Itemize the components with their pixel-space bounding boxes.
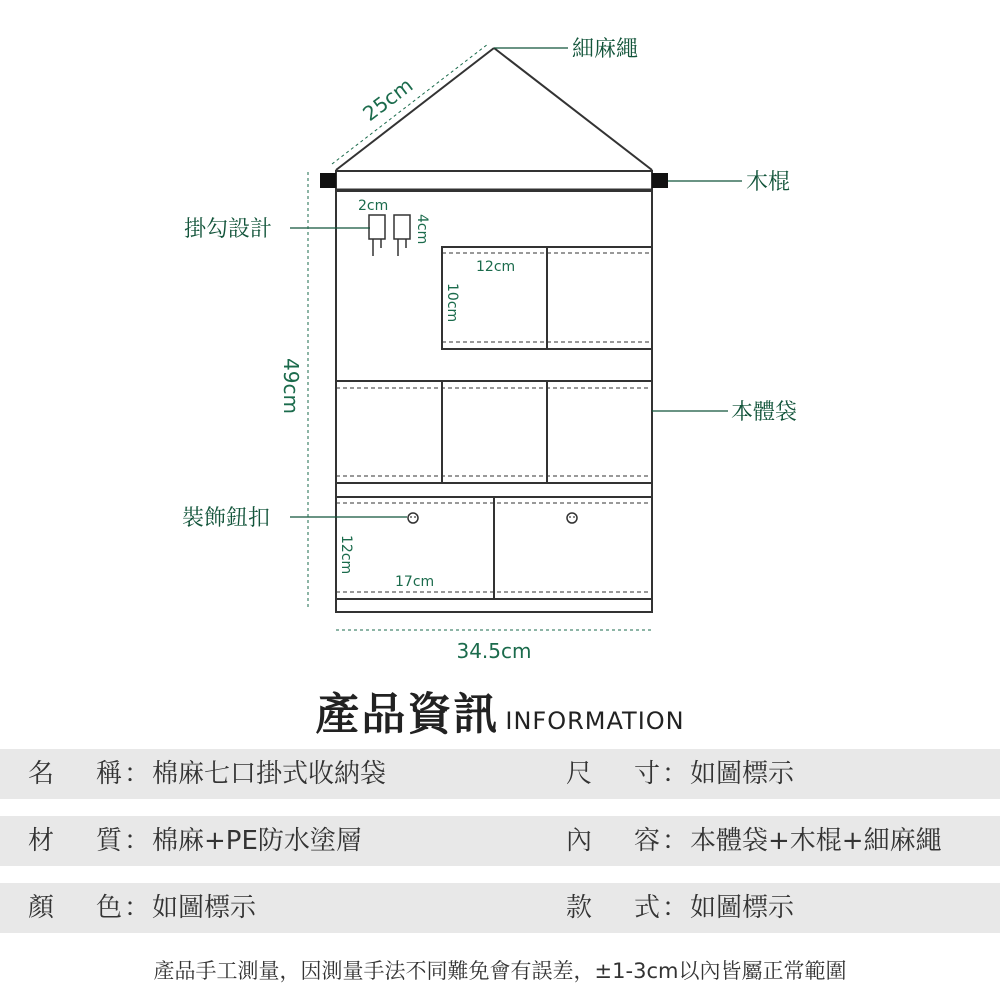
small-pocket-width-label: 12cm (476, 259, 516, 275)
spec-material-label: 材質 (28, 826, 122, 856)
separator: ： (662, 893, 689, 923)
buttons-callout: 裝飾鈕扣 (182, 506, 271, 531)
decorative-button-right (567, 513, 577, 523)
width-label: 34.5cm (456, 639, 532, 663)
rod-cap-right (652, 173, 668, 188)
spec-size (566, 749, 794, 799)
spec-material (28, 816, 362, 866)
info-row-3 (0, 883, 1000, 933)
rod-callout: 木棍 (746, 170, 791, 195)
large-pocket-height-label: 12cm (338, 535, 354, 575)
large-pocket-width-label: 17cm (395, 574, 435, 590)
spec-name (28, 749, 386, 799)
rope-dimension-line (332, 44, 488, 164)
info-heading (0, 678, 1000, 742)
spec-color (28, 883, 256, 933)
rope-length-label: 25cm (358, 72, 418, 126)
info-row-1 (0, 749, 1000, 799)
hook-width-label: 2cm (358, 198, 389, 214)
spec-contents (566, 816, 942, 866)
spec-contents-value: 本體袋+木棍+細麻繩 (690, 826, 942, 856)
rope-callout: 細麻繩 (572, 37, 639, 62)
spec-material-value: 棉麻+PE防水塗層 (152, 826, 362, 856)
height-label: 49cm (279, 358, 303, 414)
wooden-rod (320, 171, 668, 191)
top-pockets (442, 247, 652, 349)
decorative-button-left (408, 513, 418, 523)
info-title: 產品資訊 (315, 689, 500, 740)
body-callout: 本體袋 (731, 400, 798, 425)
spec-size-value: 如圖標示 (690, 759, 795, 789)
spec-style-value: 如圖標示 (690, 893, 795, 923)
hooks (369, 215, 410, 256)
spec-style (566, 883, 794, 933)
spec-style-label: 款式 (566, 893, 660, 923)
hooks-callout: 掛勾設計 (184, 217, 273, 242)
spec-color-label: 顏色 (28, 893, 122, 923)
hook-height-label: 4cm (414, 214, 430, 245)
separator: ： (662, 826, 689, 856)
separator: ： (662, 759, 689, 789)
spec-size-label: 尺寸 (566, 759, 660, 789)
measurement-note: 產品手工測量，因測量手法不同難免會有誤差，±1-3cm以內皆屬正常範圍 (153, 959, 847, 983)
separator: ： (124, 759, 151, 789)
separator: ： (124, 826, 151, 856)
info-row-2 (0, 816, 1000, 866)
info-title-en: INFORMATION (505, 707, 685, 735)
spec-contents-label: 內容 (566, 826, 660, 856)
spec-name-value: 棉麻七口掛式收納袋 (152, 759, 387, 789)
rod-cap-left (320, 173, 336, 188)
spec-color-value: 如圖標示 (152, 893, 257, 923)
bottom-pockets (336, 497, 652, 599)
small-pocket-height-label: 10cm (444, 283, 460, 323)
separator: ： (124, 893, 151, 923)
middle-pockets (336, 381, 652, 483)
spec-name-label: 名稱 (28, 759, 122, 789)
